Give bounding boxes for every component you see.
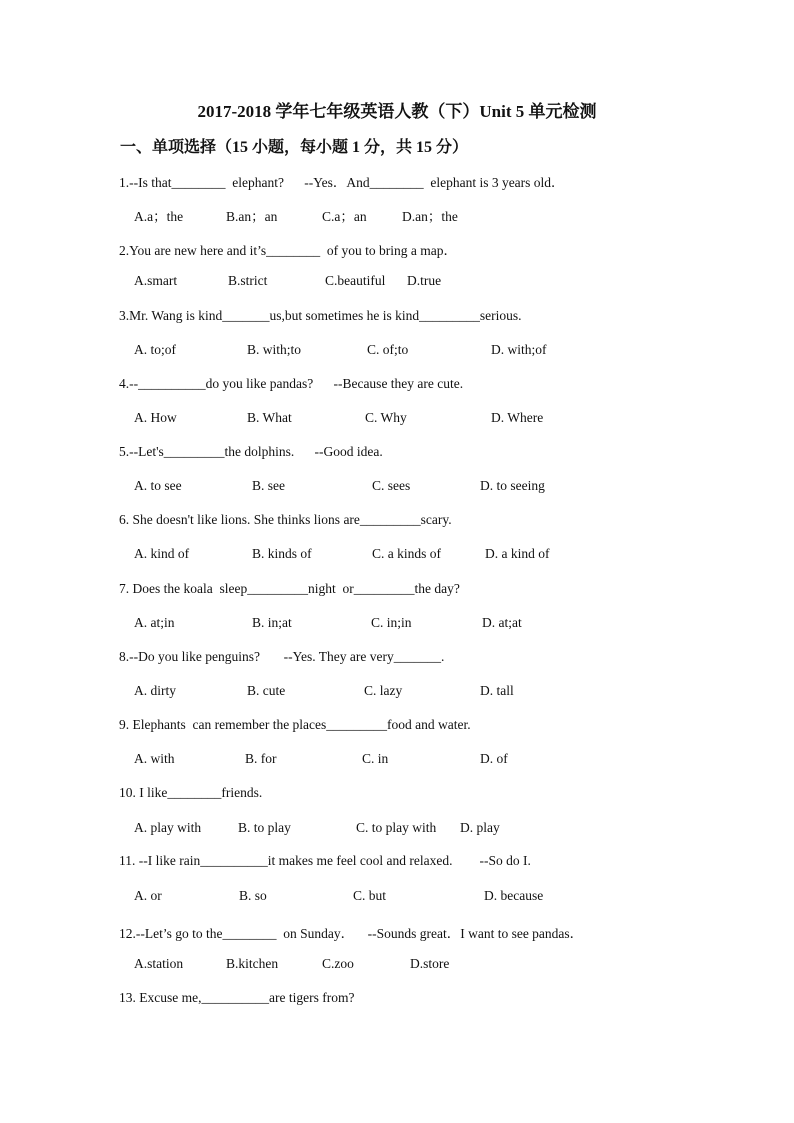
question-8-option-a: A. dirty [134, 683, 176, 698]
question-2-option-d: D.true [407, 273, 442, 288]
question-2-option-c: C.beautiful [325, 273, 386, 288]
question-6-option-d: D. a kind of [485, 546, 550, 561]
question-9-option-c: C. in [362, 751, 389, 766]
section-heading: 一、单项选择（15 小题，每小题 1 分，共 15 分） [120, 139, 469, 156]
question-3-text: 3.Mr. Wang is kind_______us,but sometimes he is kind_________serious. [119, 308, 522, 323]
question-5-options [134, 478, 694, 496]
question-5-option-a: A. to see [134, 478, 182, 493]
question-4-text: 4.--__________do you like pandas? --Because they are cute. [119, 376, 464, 391]
question-11-text: 11. --I like rain__________it makes me feel cool and relaxed. --So do I. [119, 853, 531, 868]
question-3-option-b: B. with;to [247, 342, 302, 357]
question-6-option-c: C. a kinds of [372, 546, 441, 561]
question-1-option-c: C.a；an [322, 209, 367, 224]
question-11-option-b: B. so [239, 888, 267, 903]
question-9-options [134, 751, 694, 769]
question-7-option-c: C. in;in [371, 615, 412, 630]
question-12-option-b: B.kitchen [226, 956, 279, 971]
question-13-text: 13. Excuse me,__________are tigers from? [119, 990, 355, 1005]
question-12-options [134, 956, 694, 974]
question-10-options [134, 820, 694, 838]
question-11-option-a: A. or [134, 888, 162, 903]
question-7-options [134, 615, 694, 633]
question-9-option-a: A. with [134, 751, 175, 766]
question-3-option-d: D. with;of [491, 342, 547, 357]
question-4-option-a: A. How [134, 410, 177, 425]
question-10-option-a: A. play with [134, 820, 202, 835]
question-12-option-c: C.zoo [322, 956, 354, 971]
question-6-option-a: A. kind of [134, 546, 190, 561]
question-1-text: 1.--Is that________ elephant? --Yes．And________ elephant is 3 years old． [119, 175, 565, 190]
question-8-text: 8.--Do you like penguins? --Yes. They are very_______. [119, 649, 445, 664]
question-10-text: 10. I like________friends. [119, 785, 263, 800]
question-2-option-b: B.strict [228, 273, 268, 288]
question-7-text: 7. Does the koala sleep_________night or_________the day? [119, 581, 460, 596]
question-3-options [134, 342, 694, 360]
question-11-option-d: D. because [484, 888, 544, 903]
question-6-options [134, 546, 694, 564]
question-5-option-b: B. see [252, 478, 285, 493]
question-12-text: 12.--Let’s go to the________ on Sunday． --Sounds great．I want to see pandas． [119, 926, 584, 941]
question-8-option-b: B. cute [247, 683, 286, 698]
question-8-options [134, 683, 694, 701]
question-10-option-c: C. to play with [356, 820, 437, 835]
question-9-text: 9. Elephants can remember the places_________food and water. [119, 717, 471, 732]
question-3-option-a: A. to;of [134, 342, 176, 357]
question-11-options [134, 888, 694, 906]
question-5-option-c: C. sees [372, 478, 411, 493]
question-4-options [134, 410, 694, 428]
question-1-option-b: B.an；an [226, 209, 278, 224]
question-5-text: 5.--Let's_________the dolphins. --Good idea. [119, 444, 383, 459]
question-1-option-a: A.a；the [134, 209, 184, 224]
question-10-option-b: B. to play [238, 820, 291, 835]
question-7-option-d: D. at;at [482, 615, 522, 630]
question-6-text: 6. She doesn't like lions. She thinks lions are_________scary. [119, 512, 452, 527]
question-7-option-b: B. in;at [252, 615, 292, 630]
question-1-options [134, 205, 694, 223]
question-12-option-a: A.station [134, 956, 184, 971]
question-8-option-c: C. lazy [364, 683, 403, 698]
page-title: 2017-2018 学年七年级英语人教（下）Unit 5 单元检测 [197, 102, 597, 121]
question-4-option-c: C. Why [365, 410, 407, 425]
question-5-option-d: D. to seeing [480, 478, 545, 493]
question-1-option-d: D.an；the [402, 209, 458, 224]
question-7-option-a: A. at;in [134, 615, 175, 630]
question-2-options [134, 273, 694, 291]
question-2-option-a: A.smart [134, 273, 178, 288]
question-11-option-c: C. but [353, 888, 387, 903]
question-8-option-d: D. tall [480, 683, 514, 698]
question-9-option-d: D. of [480, 751, 508, 766]
question-12-option-d: D.store [410, 956, 450, 971]
question-3-option-c: C. of;to [367, 342, 409, 357]
question-10-option-d: D. play [460, 820, 500, 835]
question-2-text: 2.You are new here and it’s________ of you to bring a map． [119, 243, 457, 258]
question-4-option-b: B. What [247, 410, 292, 425]
question-9-option-b: B. for [245, 751, 277, 766]
question-4-option-d: D. Where [491, 410, 544, 425]
question-6-option-b: B. kinds of [252, 546, 312, 561]
